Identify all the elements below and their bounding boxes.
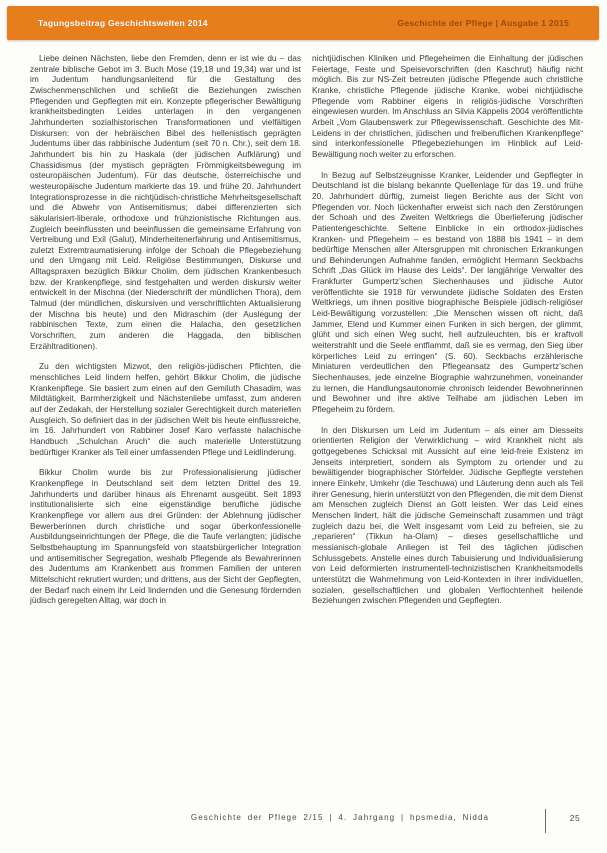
- page-footer: [0, 809, 607, 835]
- article-column-right: [312, 53, 583, 805]
- paragraph: In Bezug auf Selbstzeugnisse Kranker, Leidender und Gepflegter in Deutschland ist die bislang bekannte Quellenlage für das 19. und frühe 20. Jahrhundert dürftig, zumeist liegen Berichte aus der Sicht von Pflegenden vor. Noch lückenhafter erweist sich nach den Zerstörungen der Schoah und des Zweiten Weltkriegs die Überlieferung jüdischer Patientengeschichte. Seltene Einblicke in ein orthodox-jüdisches Kranken- und Pflegeheim – es bestand von 1888 bis 1941 – in dem bedürftige Menschen aller Altersgruppen mit chronischen Erkrankungen und Behinderungen Aufnahme fanden, ermöglicht Hermann Seckbachs Schrift „Das Glück im Hause des Leids“. Der langjährige Verwalter des Frankfurter Gumpertz’schen Siechenhauses und jüdische Autor veröffentlichte sie 1918 für verwundete jüdische Soldaten des Ersten Weltkriegs, um ihnen positive biographische Beispiele jüdisch-religiöser Leid-Bewältigung vorzustellen: „Die Menschen wissen oft nicht, daß Jammer, Elend und Kummer einen Funken in sich bergen, der glimmt, glüht und sich einen Weg sucht, hell aufzuleuchten, bis er kraftvoll weiterstrahlt und die Seele entflammt, daß sie es vermag, den Sieg über körperliches Leid zu erringen“ (S. 60). Seckbachs erzählerische Miniaturen verdeutlichen den Pflegeansatz des Gumpertz’schen Siechenhauses, jede einzelne Biographie wahrzunehmen, voneinander zu lernen, die Handlungsautonomie chronisch leidender Bewohnerinnen und Bewohner und ihre aktive Teilhabe am jüdischen Leben im Pflegeheim zu fördern.: [312, 169, 583, 414]
- footer-divider: [545, 809, 546, 833]
- paragraph-continuation: nichtjüdischen Kliniken und Pflegeheimen die Einhaltung der jüdischen Feiertage, Feste und Speisevorschriften (den Kaschrut) häufig nicht möglich. Bis zur NS-Zeit betreuten jüdische Pflegende auch christliche Kranke, christliche Pflegende jüdische Kranke, wobei nichtjüdische Pflegende vom Rabbiner eigens in religiös-jüdische Vorschriften eingewiesen wurden. Im Anschluss an Silvia Käppelis 2004 veröffentlichte Arbeit „Vom Glaubenswerk zur Pflegewissenschaft. Geschichte des Mit-Leidens in der christlichen, jüdischen und freiberuflichen Krankenpflege“ sind interkonfessionelle Pflegebeziehungen im Hinblick auf Leid-Bewältigung noch weiter zu erforschen.: [312, 53, 583, 159]
- page-number: 25: [569, 813, 581, 823]
- article-body: [30, 53, 583, 805]
- paragraph: Liebe deinen Nächsten, liebe den Fremden, denn er ist wie du – das zentrale biblische Gebot im 3. Buch Mose (19,18 und 19,34) war und ist im Judentum handlungsanleitend für die Gestaltung des Zwischenmenschlichen und schließt die Beziehungen zwischen Pflegenden und Gepflegten mit ein. Konzepte pflegerischer Bewältigung krankheitsbedingten Leides unterlagen in den vergangenen Jahrhunderten sozialhistorischen Transformationen und vielfältigen Diskursen: von der hebräischen Bibel des hellenistisch geprägten Judentums über das rabbinische Judentum (seit 70 n. Chr.), seit dem 18. Jahrhundert bis hin zu Haskala (der jüdischen Aufklärung) und Chassidismus (der mystisch geprägten Frömmigkeitsbewegung im osteuropäischen Judentum). Für das deutsche, österreichische und westeuropäische Judentum markierte das 19. und frühe 20. Jahrhundert Integrationsprozesse in die nichtjüdisch-christliche Mehrheitsgesellschaft und die Abwehr von Antisemitismus; dabei differenzierten sich säkularisiert-liberale, orthodoxe und frühzionistische Richtungen aus. Zugleich beeinflussten und beeinflussen die gemeinsame Erfahrung von Vertreibung und Exil (Galut), Minderheitenerfahrung und Antisemitismus, zuletzt Extremtraumatisierung infolge der Schoah die Pflegebeziehung und den Umgang mit Leid. Religiöse Bestimmungen, Diskurse und Alltagspraxen bezüglich Bikkur Cholim, dem jüdischen Krankenbesuch bzw. der Krankenpflege, sind festgehalten und werden diskursiv weiter entwickelt in der Mischna (der Niederschrift der mündlichen Thora), dem Talmud (der mündlichen, diskursiven und verschriftlichten Aktualisierung der Mischna bis heute) und den Midraschim (der Auslegung der rabbinischen Texte, zum einen die Halacha, den gesetzlichen Vorschriften, zum anderen die Haggada, den biblischen Erzähltraditionen).: [30, 53, 301, 351]
- article-column-left: [30, 53, 301, 805]
- paragraph: Zu den wichtigsten Mizwot, den religiös-jüdischen Pflichten, die menschliches Leid lindern helfen, gehört Bikkur Cholim, die jüdische Krankenpflege. Sie basiert zum einen auf den Gemiluth Chasadim, was Mildtätigkeit, Barmherzigkeit und Nächstenliebe umfasst, zum anderen auf der Zedakah, der Herstellung sozialer Gerechtigkeit durch materiellen Ausgleich. So definiert das in der jüdischen Welt bis heute einflussreiche, im 16. Jahrhundert von Rabbiner Josef Karo verfasste halachische Handbuch „Schulchan Aruch“ die auch materielle Unterstützung bedürftiger Kranker als Teil einer umfassenden Pflege und Leidlinderung.: [30, 361, 301, 457]
- paragraph: Bikkur Cholim wurde bis zur Professionalisierung jüdischer Krankenpflege in Deutschland seit dem letzten Drittel des 19. Jahrhunderts und darüber hinaus als Ehrenamt ausgeübt. Seit 1893 institutionalisierte sich eine eigenständige berufliche jüdische Krankenpflege vor allem aus drei Gründen: der Ablehnung jüdischer Bewerberinnen durch christliche und sogar überkonfessionelle Ausbildungseinrichtungen der Pflege, die die Taufe verlangten; jüdische Selbstbehauptung im Spannungsfeld von staatsbürgerlicher Integration und antisemitischer Segregation, weshalb Pflegende als Bewahrerinnen des Judentums am Krankenbett aus frommen Familien der unteren Mittelschicht rekrutiert wurden; und drittens, aus der Sicht der Gepflegten, der Bedarf nach einem ihr Leid lindernden und die Genesung fördernden jüdisch geregelten Alltag, war doch in: [30, 467, 301, 606]
- paragraph: In den Diskursen um Leid im Judentum – als einer am Diesseits orientierten Religion der Verwirklichung – wird Krankheit nicht als gottgegebenes Schicksal mit Aussicht auf eine leid-freie Existenz im Jenseits interpretiert, sondern als Symptom zu ortender und zu bewältigender biographischer Störfelder. Jüdische Gepflegte verstehen innere Einkehr, Umkehr (die Teschuwa) und Läuterung denn auch als Teil ihrer Genesung, hierin unterstützt von den Pflegenden, die mit dem Dienst am Menschen zugleich Dienst an Gott leisten. Wer das Leid eines Menschen lindert, hält die jüdische Gemeinschaft zusammen und trägt zugleich dazu bei, die Welt insgesamt vom Leid zu befreien, sie zu „reparieren“ (Tikkun ha-Olam) – dieses gesellschaftliche und messianisch-globale Anliegen ist Teil des täglichen jüdischen Schlussgebets. Anstelle eines durch Tabuisierung und Individualisierung von Leid deformierten instrumentell-technizistischen Krankheitsmodells unterstützt die Wahrnehmung von Leid-Kontexten in ihrer individuellen, sozialen, gesellschaftlichen und globalen Verflochtenheit heilende Beziehungen zwischen Pflegenden und Gepflegten.: [312, 424, 583, 606]
- header-journal-label: Geschichte der Pflege | Ausgabe 1 2015: [397, 18, 569, 28]
- header-conference-label: Tagungsbeitrag Geschichtswelten 2014: [38, 18, 208, 28]
- page-header: [7, 6, 599, 40]
- footer-imprint: Geschichte der Pflege 2/15 | 4. Jahrgang | hpsmedia, Nidda: [190, 813, 490, 822]
